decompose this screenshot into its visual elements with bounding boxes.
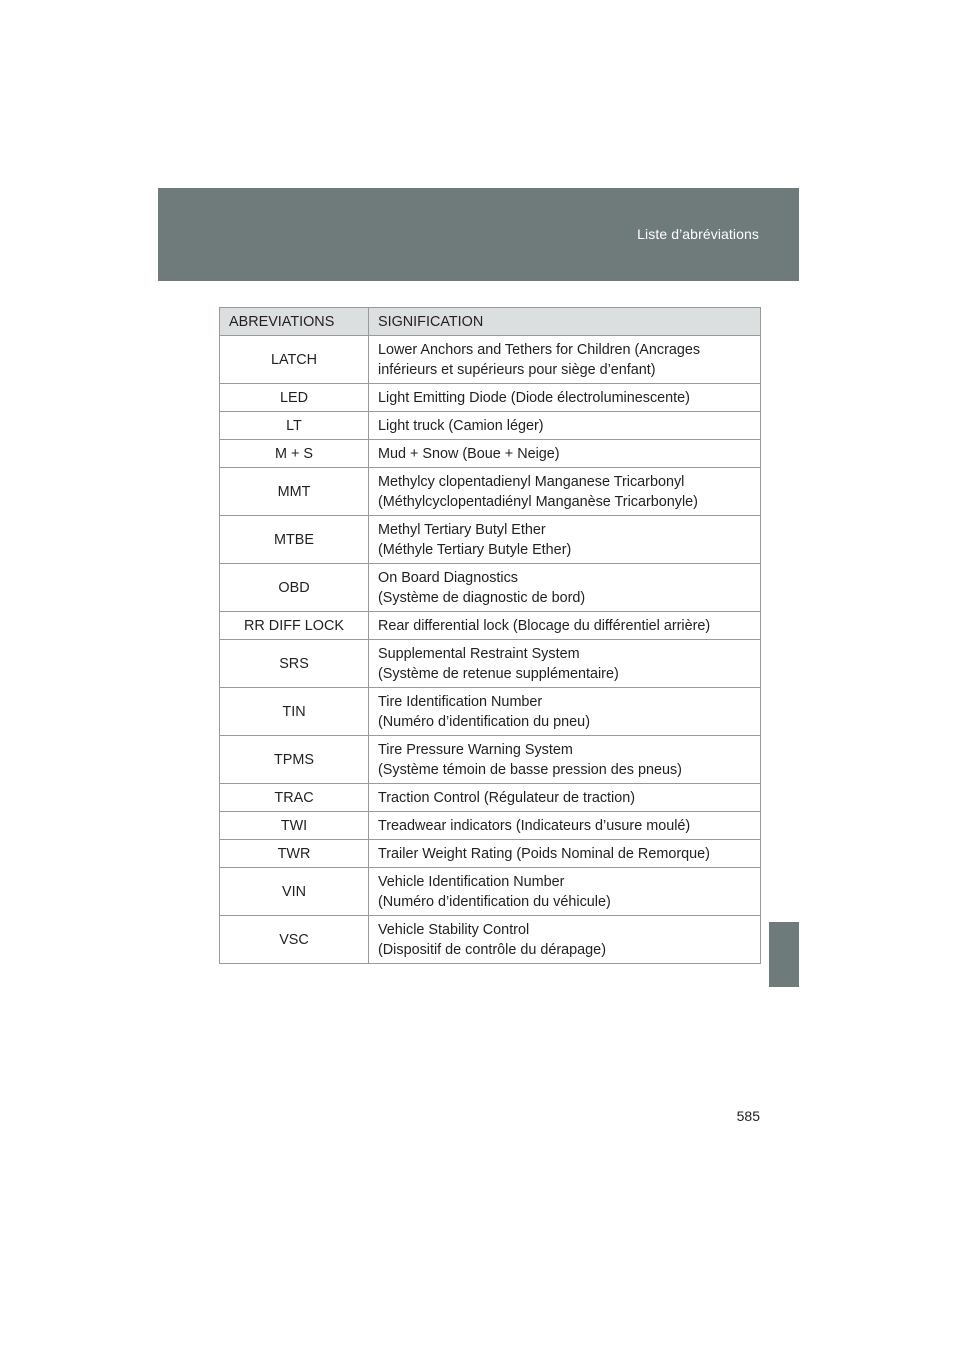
signification-line: Traction Control (Régulateur de traction) — [378, 790, 636, 806]
table-row — [220, 640, 761, 688]
signification-line: Trailer Weight Rating (Poids Nominal de Remorque) — [378, 846, 710, 862]
abbreviation-cell: LED — [220, 384, 369, 412]
signification-line: Supplemental Restraint System — [378, 646, 580, 662]
signification-cell — [369, 812, 761, 840]
signification-line: (Numéro d’identification du véhicule) — [378, 894, 611, 910]
abbreviation-cell: VSC — [220, 916, 369, 964]
abbreviation-cell: OBD — [220, 564, 369, 612]
signification-line: inférieurs et supérieurs pour siège d’enfant) — [378, 362, 656, 378]
table-row — [220, 468, 761, 516]
abbreviation-cell: TIN — [220, 688, 369, 736]
signification-cell — [369, 688, 761, 736]
table-row — [220, 812, 761, 840]
signification-cell — [369, 840, 761, 868]
signification-line: (Numéro d’identification du pneu) — [378, 714, 590, 730]
signification-line: Vehicle Stability Control — [378, 922, 530, 938]
signification-cell — [369, 564, 761, 612]
signification-cell — [369, 612, 761, 640]
table-row — [220, 784, 761, 812]
table-row — [220, 384, 761, 412]
signification-line: Lower Anchors and Tethers for Children (Ancrages — [378, 342, 701, 358]
table-row — [220, 736, 761, 784]
signification-line: Tire Pressure Warning System — [378, 742, 573, 758]
column-header-signification: SIGNIFICATION — [369, 308, 761, 336]
signification-line: Vehicle Identification Number — [378, 874, 565, 890]
abbreviation-cell: MMT — [220, 468, 369, 516]
abbreviation-cell: SRS — [220, 640, 369, 688]
signification-cell — [369, 736, 761, 784]
signification-cell — [369, 516, 761, 564]
header-band — [158, 188, 799, 281]
signification-cell — [369, 868, 761, 916]
signification-line: (Système témoin de basse pression des pneus) — [378, 762, 682, 778]
table-row — [220, 612, 761, 640]
signification-cell — [369, 412, 761, 440]
section-title: Liste d’abréviations — [637, 226, 759, 242]
signification-line: Mud + Snow (Boue + Neige) — [378, 446, 560, 462]
signification-line: Methylcy clopentadienyl Manganese Tricarbonyl — [378, 474, 685, 490]
signification-line: Rear differential lock (Blocage du différentiel arrière) — [378, 618, 711, 634]
abbreviations-table — [219, 307, 761, 964]
signification-cell — [369, 784, 761, 812]
abbreviation-cell: TWR — [220, 840, 369, 868]
table-row — [220, 336, 761, 384]
signification-cell — [369, 384, 761, 412]
signification-line: Treadwear indicators (Indicateurs d’usure moulé) — [378, 818, 691, 834]
signification-cell — [369, 336, 761, 384]
signification-line: (Système de diagnostic de bord) — [378, 590, 586, 606]
abbreviation-cell: RR DIFF LOCK — [220, 612, 369, 640]
page-number: 585 — [736, 1108, 760, 1124]
table-row — [220, 516, 761, 564]
table-row — [220, 688, 761, 736]
chapter-tab — [769, 922, 799, 987]
column-header-abbreviations: ABREVIATIONS — [220, 308, 369, 336]
signification-line: (Méthyle Tertiary Butyle Ether) — [378, 542, 572, 558]
abbreviation-cell: LT — [220, 412, 369, 440]
signification-cell — [369, 440, 761, 468]
signification-line: On Board Diagnostics — [378, 570, 518, 586]
table-row — [220, 840, 761, 868]
signification-cell — [369, 916, 761, 964]
signification-line: Light Emitting Diode (Diode électroluminescente) — [378, 390, 690, 406]
table-header-row — [220, 308, 761, 336]
table-row — [220, 440, 761, 468]
abbreviation-cell: MTBE — [220, 516, 369, 564]
signification-line: (Système de retenue supplémentaire) — [378, 666, 619, 682]
signification-line: Light truck (Camion léger) — [378, 418, 544, 434]
abbreviation-cell: TWI — [220, 812, 369, 840]
signification-line: Methyl Tertiary Butyl Ether — [378, 522, 546, 538]
abbreviation-cell: TRAC — [220, 784, 369, 812]
table-row — [220, 564, 761, 612]
abbreviation-cell: LATCH — [220, 336, 369, 384]
signification-line: (Méthylcyclopentadiényl Manganèse Tricarbonyle) — [378, 494, 698, 510]
table-row — [220, 868, 761, 916]
abbreviation-cell: VIN — [220, 868, 369, 916]
table-row — [220, 916, 761, 964]
signification-cell — [369, 640, 761, 688]
signification-line: Tire Identification Number — [378, 694, 543, 710]
abbreviation-cell: M + S — [220, 440, 369, 468]
signification-cell — [369, 468, 761, 516]
signification-line: (Dispositif de contrôle du dérapage) — [378, 942, 606, 958]
table-row — [220, 412, 761, 440]
table-body — [220, 336, 761, 964]
abbreviation-cell: TPMS — [220, 736, 369, 784]
